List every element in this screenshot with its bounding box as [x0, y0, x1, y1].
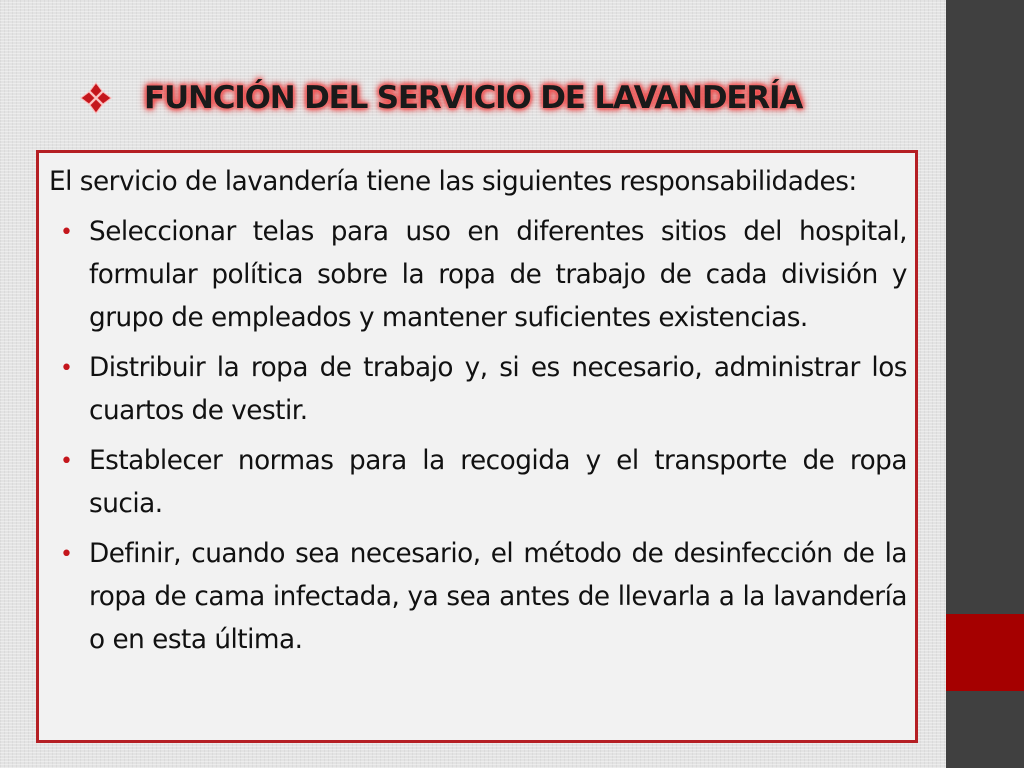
bullet-dot-icon: •: [60, 356, 73, 381]
list-item-text: Definir, cuando sea necesario, el método de desinfección de la ropa de cama infectada, ya sea antes de llevarla a la lavandería o en esta última.: [89, 539, 907, 655]
slide-title: FUNCIÓN DEL SERVICIO DE LAVANDERÍA: [144, 80, 803, 116]
four-diamonds-icon: [78, 80, 114, 116]
bullet-dot-icon: •: [60, 220, 73, 245]
intro-paragraph: El servicio de lavandería tiene las siguientes responsabilidades:: [49, 167, 857, 197]
content-box: [36, 150, 918, 743]
list-item-text: Establecer normas para la recogida y el transporte de ropa sucia.: [89, 446, 907, 519]
list-item-text: Distribuir la ropa de trabajo y, si es necesario, administrar los cuartos de vestir.: [89, 353, 907, 426]
list-item: [49, 533, 907, 662]
list-item-text: Seleccionar telas para uso en diferentes sitios del hospital, formular política sobre la ropa de trabajo de cada división y grupo de empleados y mantener suficientes existencias.: [89, 217, 907, 333]
bullet-dot-icon: •: [60, 449, 73, 474]
list-item: [49, 211, 907, 340]
list-item: [49, 347, 907, 433]
title-row: [78, 70, 938, 126]
bullet-dot-icon: •: [60, 542, 73, 567]
list-item: [49, 440, 907, 526]
content-body: [39, 153, 915, 662]
responsibilities-list: [49, 211, 907, 662]
side-accent-block: [946, 614, 1024, 691]
